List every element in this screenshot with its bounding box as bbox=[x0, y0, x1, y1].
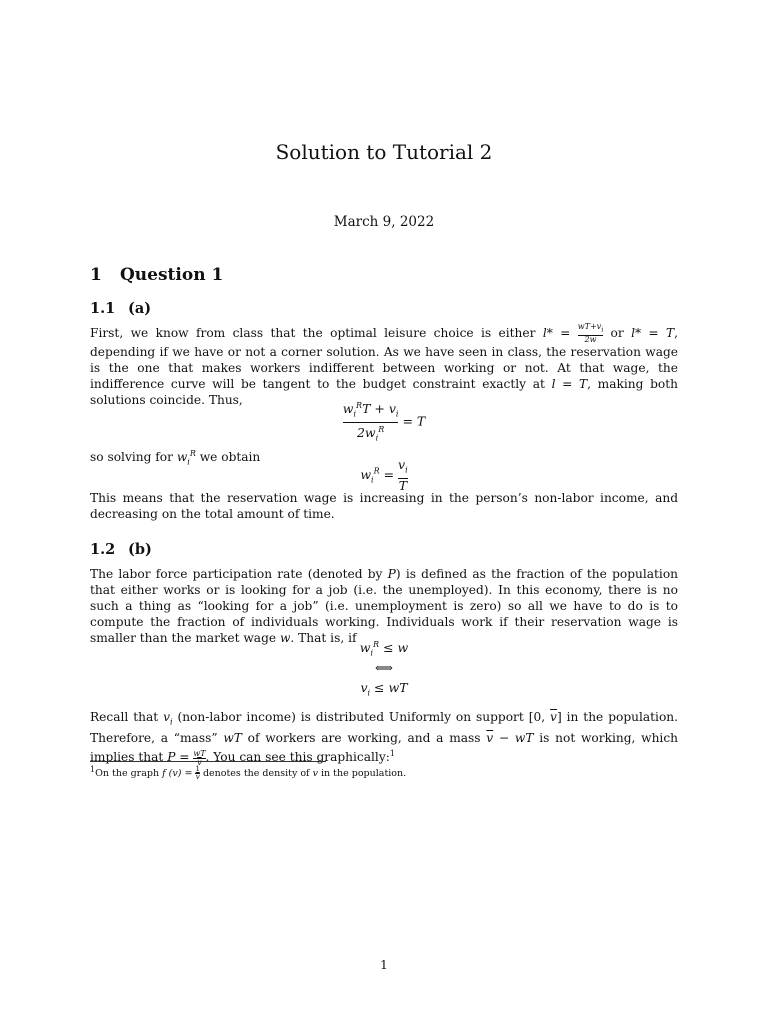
inequality-wage: $w_i^R \le w$ bbox=[359, 640, 409, 658]
document-date: March 9, 2022 bbox=[333, 214, 435, 230]
frac-num: 1 bbox=[195, 765, 200, 774]
subsection-number: 1.1 bbox=[90, 300, 116, 317]
paragraph-leisure-choice bbox=[90, 323, 678, 408]
footnote bbox=[90, 765, 406, 781]
math-wT: wT bbox=[223, 731, 242, 746]
text-run: On the graph bbox=[95, 768, 163, 780]
text-run: so solving for bbox=[90, 450, 177, 465]
fraction-density bbox=[195, 766, 199, 781]
frac-den: 2w bbox=[356, 424, 376, 440]
text-run: denotes the density of bbox=[202, 768, 313, 780]
text-run: , depending if we bbox=[90, 325, 679, 359]
footnote-number: 1 bbox=[90, 765, 96, 774]
section-title: Question 1 bbox=[120, 265, 224, 285]
text-run: in the population. Therefore, a “mass” bbox=[90, 710, 679, 746]
subsection-title: (a) bbox=[128, 300, 152, 317]
frac-num: wT+v bbox=[577, 322, 602, 331]
inequality-rhs: ≤ wT bbox=[370, 680, 408, 695]
footnote-marker[interactable]: 1 bbox=[389, 749, 395, 759]
text-run: of workers are working, and a mass bbox=[241, 731, 487, 746]
inequality-lhs: v bbox=[360, 680, 368, 695]
inequality-income: $v_i$ ≤ wT bbox=[360, 680, 408, 698]
math-support: [0, $\overline{v}$] bbox=[528, 710, 562, 724]
fraction-P bbox=[193, 750, 205, 767]
text-run: is not working, which implies that bbox=[90, 731, 679, 765]
frac-den: 2w bbox=[584, 334, 597, 344]
text-run: (non-labor income) is distributed Uniformly on support bbox=[172, 710, 529, 724]
math-lstar: l* = bbox=[542, 325, 571, 340]
math-P: P bbox=[387, 567, 396, 581]
equation-rhs: = T bbox=[402, 413, 426, 429]
subsection-heading-a bbox=[90, 300, 151, 317]
math-P-eq: P = bbox=[167, 750, 190, 765]
text-run: . That is, if bbox=[290, 631, 357, 645]
text-run: in the population. bbox=[317, 768, 407, 780]
math-w: w bbox=[279, 631, 291, 645]
frac-den: T bbox=[398, 477, 408, 493]
subsection-number: 1.2 bbox=[90, 541, 116, 558]
paragraph-interpretation: This means that the reservation wage is increasing in the person’s non-labor income, and decreasing on the total amount of time. bbox=[90, 491, 678, 521]
section-heading-question-1 bbox=[90, 265, 223, 285]
paragraph-solving: so solving for $w_i^R$ we obtain bbox=[90, 449, 261, 467]
math-v: v bbox=[312, 768, 318, 780]
document-title: Solution to Tutorial 2 bbox=[275, 140, 493, 164]
section-number: 1 bbox=[90, 265, 102, 285]
equation-reservation-wage-condition bbox=[90, 399, 678, 445]
iff-symbol: ⟺ bbox=[375, 660, 393, 675]
subsection-title: (b) bbox=[128, 541, 152, 558]
text-run: we obtain bbox=[195, 450, 261, 465]
math-l-eq-T: l = T bbox=[551, 376, 588, 391]
frac-num: v bbox=[398, 457, 406, 472]
text-run: Recall that bbox=[90, 710, 164, 724]
math-lstar-T: l* = T bbox=[631, 325, 675, 340]
math-vi: v bbox=[163, 710, 170, 724]
text-run: ) is defined as the fraction of the population that either works or is looking for a job (i.e. the unemployed). In this economy, there is no such a thing as “looking for a job” (i.e. unemployment is zero) so all we have to do is to compute the fraction of individuals working. Individuals work if their reservation wage is smaller than the market wage bbox=[90, 567, 679, 645]
frac-den: v bbox=[195, 773, 200, 782]
text-run: or bbox=[610, 325, 632, 340]
text-run: , making both solutions coincide. Thus, bbox=[90, 376, 678, 407]
text-run: First, we know from class that the optimal leisure choice is either bbox=[90, 325, 543, 340]
inequality-rhs: ≤ w bbox=[383, 640, 409, 656]
paragraph-participation-rate bbox=[90, 566, 678, 646]
text-run: . You can see this graphically: bbox=[205, 750, 390, 765]
equation-fraction: $\frac{v_i}{T}$ bbox=[398, 457, 408, 493]
paper-page bbox=[90, 0, 678, 1024]
math-wR: w bbox=[176, 450, 188, 465]
equation-reservation-wage: $w_i^R$ = $\frac{v_i}{T}$ bbox=[360, 457, 408, 493]
paragraph-uniform-distribution: Recall that $v_i$ (non-labor income) is distributed Uniformly on support [0, $\overline{v}$] in the population. Therefore, a “mass” wT of workers are working, and a mass $\overline{v}$ − wT is not working, which implies that P = $\frac{wT}{v}$ . You can see this graphically:$^1$ bbox=[90, 710, 679, 767]
frac-num: wT bbox=[193, 748, 206, 758]
frac-num: w bbox=[342, 401, 354, 417]
subsection-heading-b bbox=[90, 541, 152, 558]
page-number: 1 bbox=[380, 958, 388, 972]
equation-lhs: w bbox=[360, 466, 372, 482]
text-run: have or not a corner solution. As we have seen in class, the reservation wage is the one that makes workers indifferent between working or not. At that wage, the indifference curve will be tangent to the budget constraint exactly at bbox=[90, 344, 679, 391]
frac-den: v bbox=[197, 757, 202, 767]
footnote-rule bbox=[90, 761, 326, 762]
fraction-lstar: $\frac{wT+v_i}{2w}$ bbox=[577, 322, 604, 344]
text-run: The labor force participation rate (denoted by bbox=[90, 567, 388, 581]
math-fv: f (v) = bbox=[162, 768, 193, 780]
equation-fraction: $\frac{w_i^RT + v_i}{2w_i^R}$ bbox=[343, 399, 399, 445]
